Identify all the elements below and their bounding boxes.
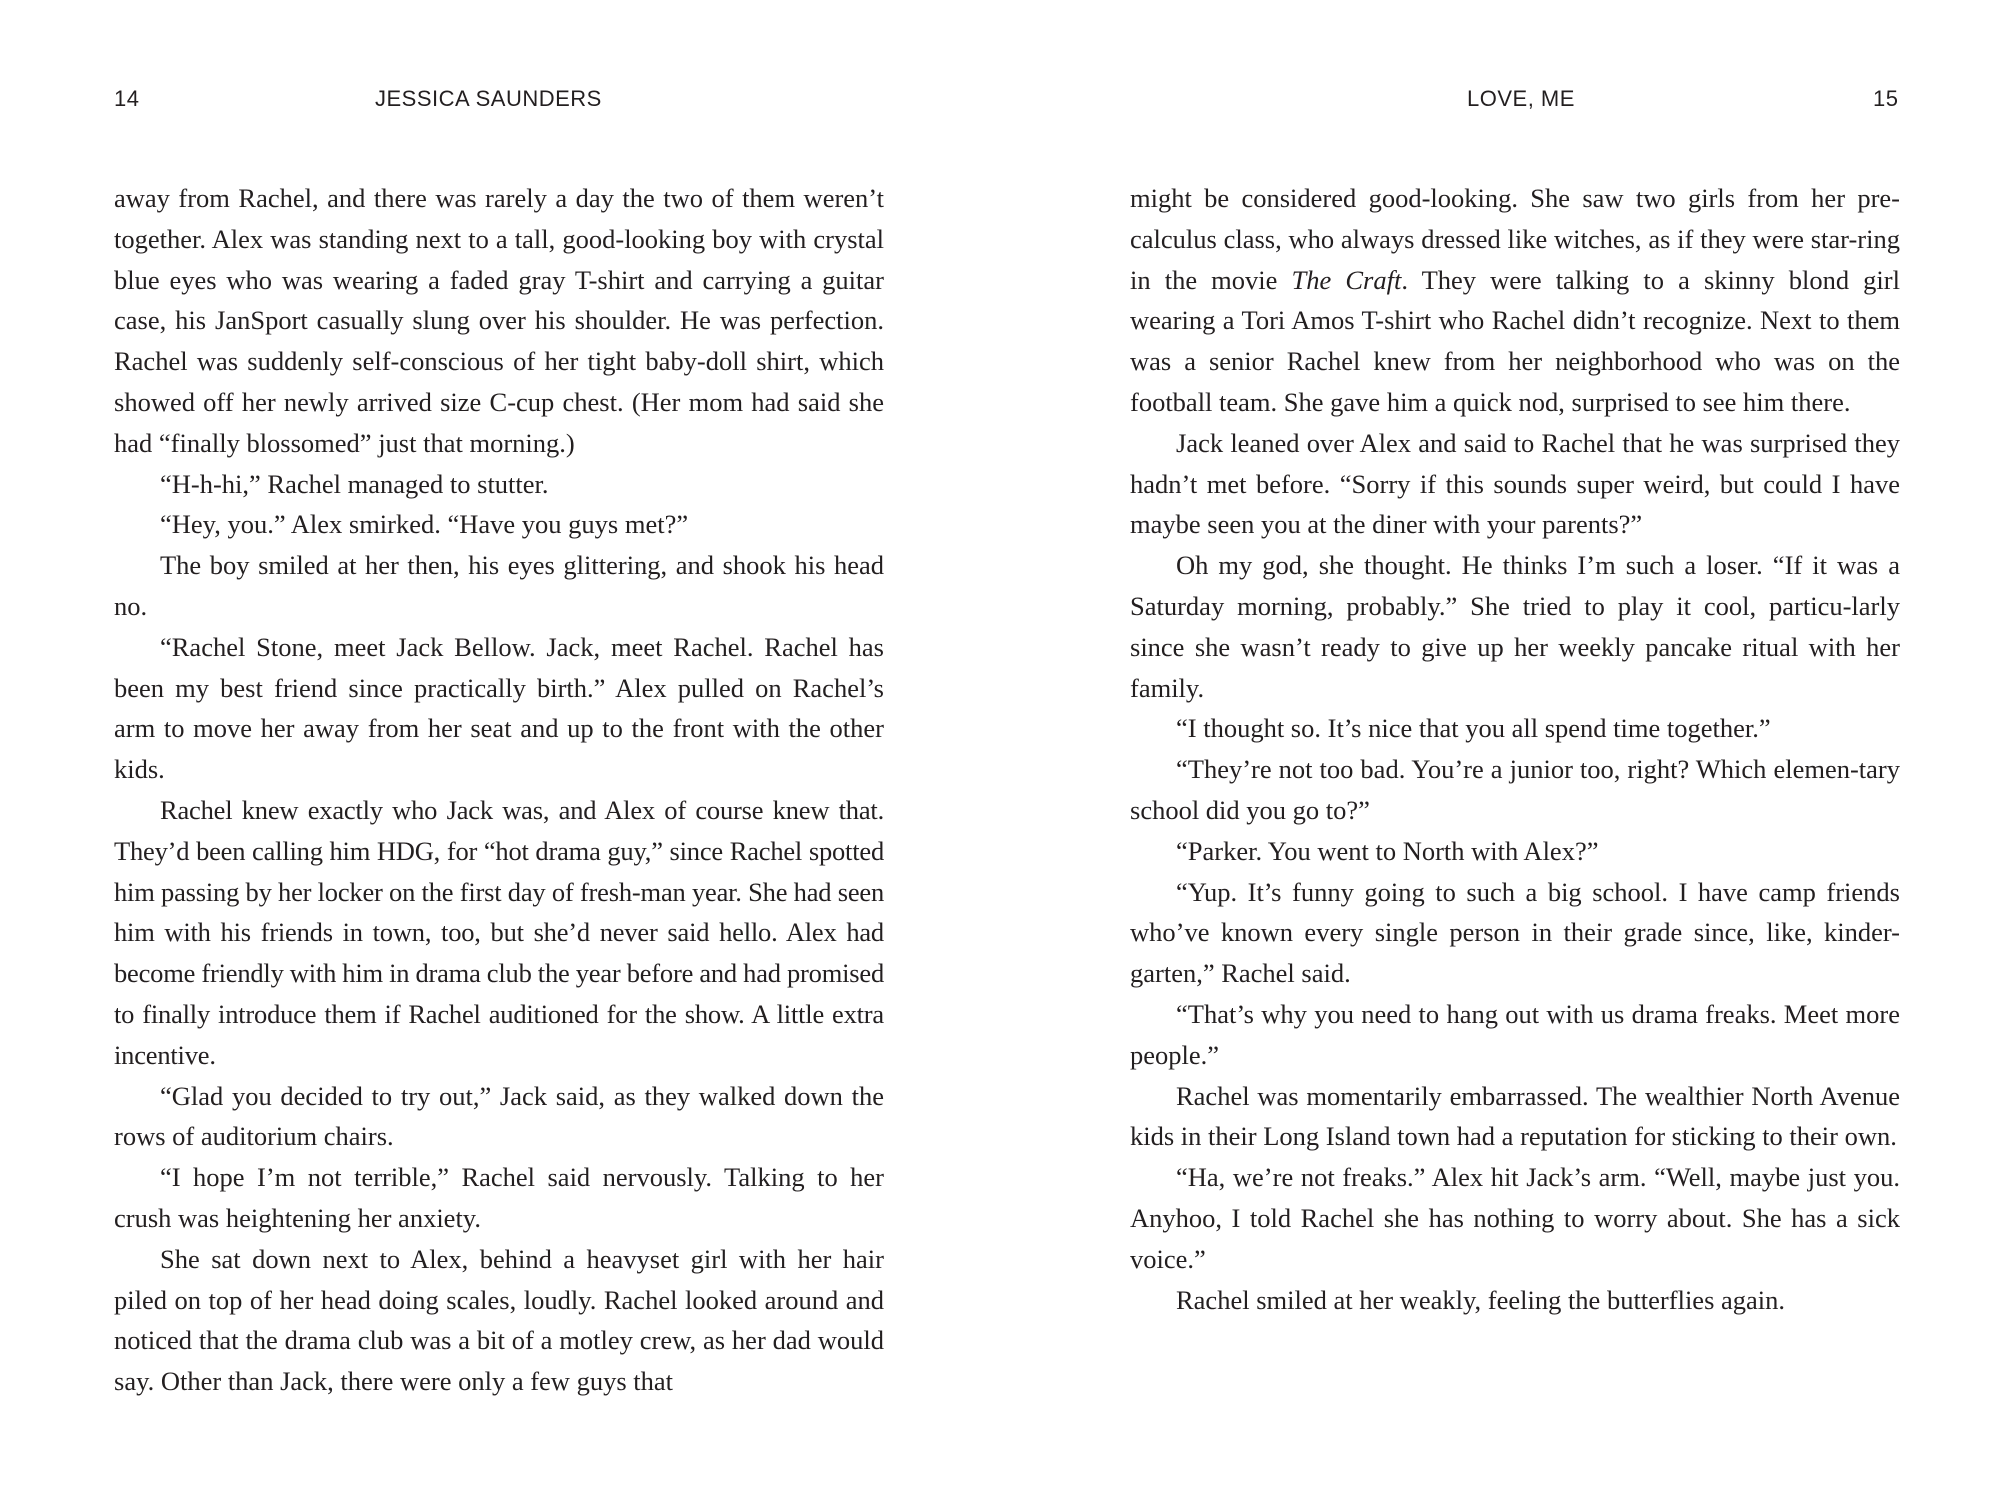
paragraph: Jack leaned over Alex and said to Rachel that he was surprised they hadn’t met before. “Sorry if this sounds super weird, but could I have maybe seen you at the diner with your parents?” [1130,427,1900,540]
paragraph: “Parker. You went to North with Alex?” [1176,835,1599,866]
paragraph: “Ha, we’re not freaks.” Alex hit Jack’s arm. “Well, maybe just you. Anyhoo, I told Rachel she has nothing to worry about. She has a sick voice.” [1130,1162,1900,1274]
paragraph-text: might be considered good-looking. She saw two girls from her pre-calculus class, who always dressed like witches, as if they were star-ring in the movie [1130,183,1900,295]
paragraph: away from Rachel, and there was rarely a day the two of them weren’t together. Alex was standing next to a tall, good-looking boy with crystal blue eyes who was wearing a faded gray T-shirt and carrying a guitar case, his JanSport casually slung over his shoulder. He was perfection. Rachel was suddenly self-conscious of her tight baby-doll shirt, which showed off her newly arrived size C-cup chest. (Her mom had said she had “finally blossomed” just that morning.) [114,183,884,458]
paragraph: Rachel was momentarily embarrassed. The wealthier North Avenue kids in their Long Island town had a reputation for sticking to their own. [1130,1080,1900,1152]
page-number-left: 14 [114,86,140,111]
paragraph: The boy smiled at her then, his eyes glittering, and shook his head no. [114,550,884,621]
running-head-title: LOVE, ME [1467,86,1575,111]
paragraph: She sat down next to Alex, behind a heavyset girl with her hair piled on top of her head doing scales, loudly. Rachel looked around and noticed that the drama club was a bit of a motley crew, as her dad would say. Other than Jack, there were only a few guys that [114,1243,884,1397]
paragraph: “I thought so. It’s nice that you all spend time together.” [1176,713,1771,744]
paragraph: “That’s why you need to hang out with us drama freaks. Meet more people.” [1130,998,1900,1070]
paragraph: Rachel smiled at her weakly, feeling the butterflies again. [1176,1284,1786,1315]
paragraph-text: . They were talking to a skinny blond girl wearing a Tori Amos T-shirt who Rachel didn’t recognize. Next to them was a senior Rachel knew from her neighborhood who was on the football team. She gave him a quick nod, surprised to see him there. [1130,264,1900,417]
paragraph: Rachel knew exactly who Jack was, and Alex of course knew that. They’d been calling him HDG, for “hot drama guy,” since Rachel spotted him passing by her locker on the first day of fresh-man year. She had seen him with his friends in town, too, but she’d never said hello. Alex had become friendly with him in drama club the year before and had promised to finally introduce them if Rachel auditioned for the show. A little extra incentive. [114,794,884,1070]
paragraph: “Glad you decided to try out,” Jack said, as they walked down the rows of auditorium chairs. [114,1080,884,1152]
left-page-body [114,178,884,1402]
paragraph: “Yup. It’s funny going to such a big school. I have camp friends who’ve known every single person in their grade since, like, kinder-garten,” Rachel said. [1130,876,1900,989]
paragraph: “Rachel Stone, meet Jack Bellow. Jack, meet Rachel. Rachel has been my best friend since practically birth.” Alex pulled on Rachel’s arm to move her away from her seat and up to the front with the other kids. [114,631,884,785]
running-head-author: JESSICA SAUNDERS [375,86,602,111]
right-page [1000,0,2000,1500]
paragraph [1130,178,1900,423]
right-page-body [1130,178,1900,1320]
page-number-right: 15 [1873,86,1899,111]
paragraph: “Hey, you.” Alex smirked. “Have you guys met?” [160,509,689,540]
paragraph: Oh my god, she thought. He thinks I’m such a loser. “If it was a Saturday morning, probably.” She tried to play it cool, particu-larly since she wasn’t ready to give up her weekly pancake ritual with her family. [1130,550,1900,703]
paragraph: “I hope I’m not terrible,” Rachel said nervously. Talking to her crush was heightening her anxiety. [114,1162,884,1233]
paragraph: “They’re not too bad. You’re a junior too, right? Which elemen-tary school did you go to?” [1130,754,1900,825]
paragraph: “H-h-hi,” Rachel managed to stutter. [160,468,549,499]
movie-title: The Craft [1291,264,1402,295]
